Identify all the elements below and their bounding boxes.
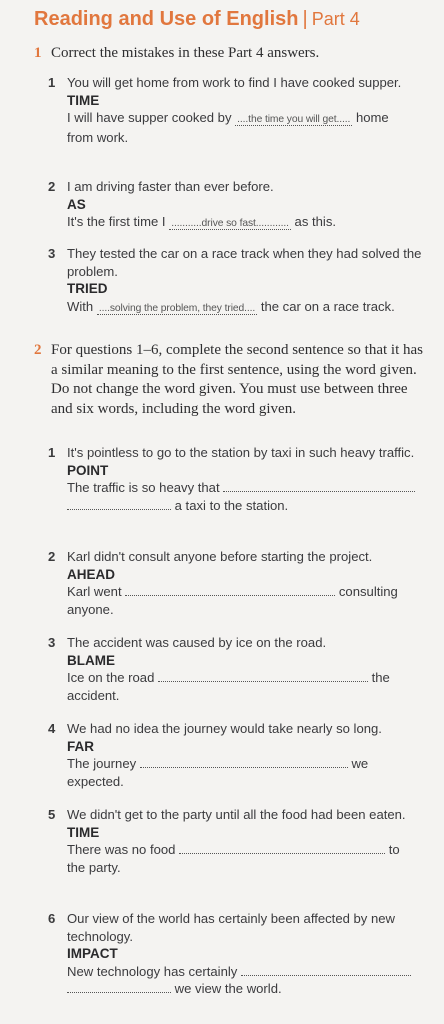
key-word: TIME — [67, 824, 100, 840]
answer-continuation: the party. — [67, 859, 121, 875]
exercise-number: 2 — [34, 342, 42, 358]
answer-line — [67, 213, 433, 233]
key-word: TRIED — [67, 281, 108, 296]
part-label: Part 4 — [311, 9, 360, 29]
source-sentence: We had no idea the journey would take nearly so long. — [67, 721, 382, 736]
filled-answer: ....solving the problem, they tried.... — [98, 302, 256, 314]
answer-prefix: It's the first time I — [67, 214, 170, 229]
answer-line — [67, 841, 433, 859]
source-sentence: The accident was caused by ice on the road. — [67, 635, 327, 650]
exercise-instruction: For questions 1–6, complete the second sentence so that it has a similar meaning to the first sentence, using the word given. Do not change the word given. You must use between three and six words, including the word given. — [51, 342, 424, 417]
answer-prefix: There was no food — [67, 842, 176, 857]
answer-prefix: Karl went — [67, 584, 122, 599]
key-word: IMPACT — [67, 946, 118, 961]
answer-blank[interactable] — [223, 481, 415, 492]
item-number: 3 — [48, 635, 56, 650]
item-number: 1 — [48, 75, 56, 90]
answer-suffix: the — [371, 670, 390, 685]
answer-suffix: to — [388, 842, 400, 857]
source-sentence: It's pointless to go to the station by taxi in such heavy traffic. — [67, 445, 415, 460]
exercise-number: 1 — [34, 45, 42, 61]
item-number: 2 — [48, 179, 56, 194]
key-word: AS — [67, 196, 86, 212]
item-number: 4 — [48, 721, 56, 736]
answer-continuation: expected. — [67, 773, 124, 789]
source-sentence: You will get home from work to find I have cooked supper. — [67, 75, 402, 90]
answer-suffix: we view the world. — [174, 981, 282, 996]
answer-prefix: The journey — [67, 756, 137, 771]
item-number: 3 — [48, 246, 56, 261]
answer-line — [67, 963, 433, 981]
answer-blank[interactable] — [158, 671, 368, 682]
answer-prefix: I will have supper cooked by — [67, 110, 236, 125]
key-word: FAR — [67, 738, 94, 754]
page-title — [34, 8, 360, 31]
answer-prefix: New technology has certainly — [67, 963, 238, 979]
key-word: TIME — [67, 92, 100, 108]
source-sentence: They tested the car on a race track when they had solved the problem. — [67, 246, 422, 279]
answer-suffix: as this. — [290, 214, 337, 229]
source-sentence: I am driving faster than ever before. — [67, 179, 274, 194]
item-number: 1 — [48, 445, 56, 460]
answer-line — [67, 583, 433, 601]
answer-blank[interactable] — [241, 965, 411, 976]
key-word: AHEAD — [67, 566, 116, 582]
answer-suffix: a taxi to the station. — [174, 497, 289, 513]
answer-blank[interactable] — [179, 843, 385, 854]
answer-line — [67, 109, 433, 129]
answer-line — [67, 755, 433, 773]
filled-answer: ....the time you will get..... — [237, 114, 351, 125]
answer-suffix: consulting — [338, 584, 398, 599]
answer-continuation — [67, 497, 433, 515]
answer-blank[interactable] — [125, 585, 335, 596]
answer-line — [67, 298, 433, 318]
answer-blank[interactable] — [67, 982, 171, 993]
filled-answer: ...........drive so fast............ — [171, 218, 289, 229]
item-number: 5 — [48, 807, 56, 822]
source-sentence: Karl didn't consult anyone before starting the project. — [67, 549, 373, 564]
answer-line — [67, 669, 433, 687]
answer-suffix: we — [351, 756, 369, 771]
title-separator: | — [302, 8, 308, 30]
answer-continuation: accident. — [67, 687, 120, 703]
answer-prefix: With — [67, 298, 97, 314]
answer-continuation: from work. — [67, 129, 129, 145]
answer-suffix: home — [352, 110, 389, 125]
answer-blank[interactable] — [67, 499, 171, 510]
item-number: 2 — [48, 549, 56, 564]
section-title: Reading and Use of English — [34, 8, 299, 30]
answer-prefix: The traffic is so heavy that — [67, 480, 220, 495]
answer-suffix: the car on a race track. — [257, 298, 395, 314]
item-number: 6 — [48, 911, 56, 926]
source-sentence: Our view of the world has certainly been affected by new technology. — [67, 911, 396, 944]
source-sentence: We didn't get to the party until all the food had been eaten. — [67, 807, 406, 822]
answer-prefix: Ice on the road — [67, 670, 155, 685]
answer-line — [67, 479, 433, 497]
answer-continuation: anyone. — [67, 601, 114, 617]
exercise-instruction: Correct the mistakes in these Part 4 answers. — [51, 45, 320, 61]
key-word: BLAME — [67, 652, 115, 668]
answer-continuation — [67, 980, 433, 998]
key-word: POINT — [67, 462, 109, 478]
answer-blank[interactable] — [140, 757, 348, 768]
